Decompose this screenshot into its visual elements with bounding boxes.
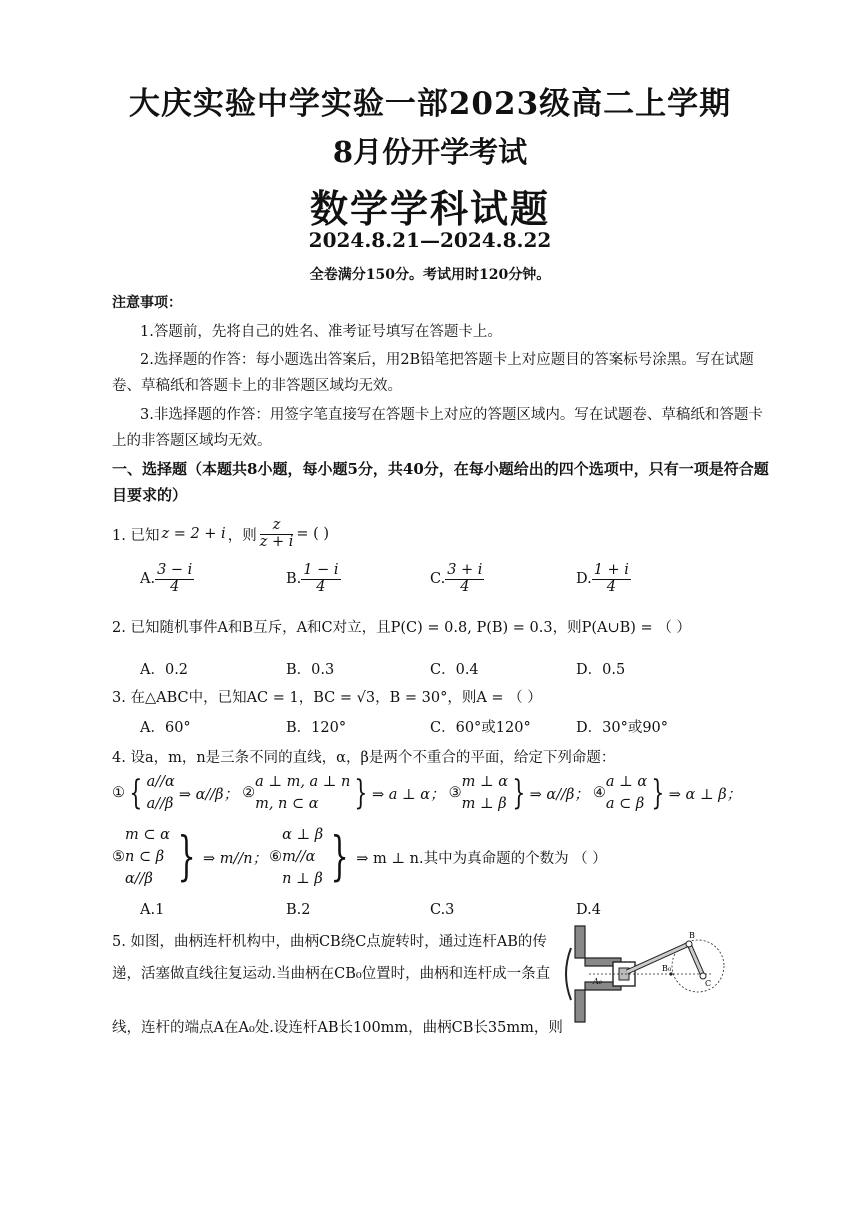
cond3-line1: m ⊥ α [461,774,508,790]
q4-option-c: C.3 [430,902,455,918]
cond1-mark: ① [112,785,125,801]
full-score-note: 全卷满分150分。考试用时120分钟。 [309,267,551,283]
q3-option-c: C．60°或120° [430,720,531,736]
q1-a-den: 4 [170,578,180,595]
question-5-line1: 5. 如图，曲柄连杆机构中，曲柄CB绕C点旋转时，通过连杆AB的传 [112,934,547,950]
q1-fraction [260,518,294,551]
notice-item-3-line1: 3.非选择题的作答：用签字笔直接写在答题卡上对应的答题区域内。写在试题卷、草稿纸和答题卡 [140,407,763,423]
q3-option-a: A．60° [140,720,191,736]
question-3-stem: 3. 在△ABC中，已知AC = 1，BC = √3，B = 30°，则A = （ ） [112,690,542,706]
cond6-result: ⇒ m ⊥ n.其中为真命题的个数为 （ ） [356,850,607,867]
question-5-line2: 递，活塞做直线往复运动.当曲柄在CB₀位置时，曲柄和连杆成一条直 [112,966,551,982]
q2-option-b: B．0.3 [286,662,335,678]
crank-mechanism-diagram [563,918,733,1030]
label-b0: B₀ [662,964,672,973]
cond6-line1: α ⊥ β [282,827,324,843]
q1-option-c-label: C. [430,571,446,587]
q1-expr: z = 2 + i [161,526,226,542]
cond4-mark: ④ [592,785,606,801]
cond4-result: ⇒ α ⊥ β； [668,786,742,803]
cond5-premises [125,824,170,890]
q1-option-a [140,558,194,600]
cond6-right-brace: } [330,827,349,887]
cond1-left-brace: { [129,773,143,813]
q2-option-c: C．0.4 [430,662,479,678]
q1-a-num: 3 − i [157,561,193,578]
joint-b [686,941,692,947]
cond1-line1: a//α [146,774,175,790]
q4-option-a: A.1 [140,902,165,918]
q1-option-a-frac [155,563,194,596]
label-a0: A₀ [593,977,602,986]
section1-heading-line2: 目要求的） [112,486,188,504]
q4-option-b: B.2 [286,902,311,918]
q1-option-a-label: A. [140,571,156,587]
cond4-premises [606,771,647,815]
cond5-result: ⇒ m//n； [203,850,268,867]
notice-item-1: 1.答题前，先将自己的姓名、准考证号填写在答题卡上。 [140,324,502,340]
exam-dates: 2024.8.21—2024.8.22 [308,228,552,252]
question-1-stem [112,512,329,556]
cylinder-head-curve [566,948,571,1000]
q1-d-den: 4 [606,578,616,595]
cond6-line2: m//α [282,849,316,865]
cond5-line1: m ⊂ α [125,827,170,843]
q4-conditions-row1 [112,770,741,816]
q1-b-den: 4 [316,578,326,595]
q1-option-d-frac [592,563,631,596]
q1-option-b [286,558,341,600]
q1-option-c [430,558,484,600]
exam-title-line1: 大庆实验中学实验一部2023级高二上学期 [128,86,732,122]
cond5-mark: ⑤ [112,849,125,865]
cond2-line1: a ⊥ m, a ⊥ n [255,774,351,790]
notice-item-2-line2: 卷、草稿纸和答题卡上的非答题区域均无效。 [112,378,402,394]
q3-option-b: B．120° [286,720,347,736]
cond3-result: ⇒ α//β； [529,786,589,803]
question-2-stem: 2. 已知随机事件A和B互斥，A和C对立，且P(C) = 0.8, P(B) = 0.3，则P(A∪B) = （ ） [112,620,691,636]
label-b: B [689,931,695,940]
q1-option-b-frac [301,563,340,596]
cylinder-lower-wall [575,982,621,1022]
exam-title-line2: 8月份开学考试 [332,135,528,169]
q2-option-a: A．0.2 [140,662,189,678]
q1-b-num: 1 − i [303,561,339,578]
cond4-line2: a ⊂ β [605,796,645,812]
q1-c-num: 3 + i [447,561,483,578]
cond3-line2: m ⊥ β [461,796,507,812]
cond5-right-brace: } [177,827,196,887]
q1-prefix: 1. 已知 [112,527,160,544]
notice-heading: 注意事项： [112,295,182,311]
q1-mid: ，则 [227,527,257,544]
q2-option-d: D．0.5 [576,662,626,678]
cond6-premises [282,824,323,890]
cylinder-upper-wall [575,926,621,966]
q1-frac-num: z [260,518,294,535]
cond4-line1: a ⊥ α [605,774,648,790]
cond1-line2: a//β [146,796,174,812]
q1-option-d [576,558,631,600]
cond2-line2: m, n ⊂ α [255,796,319,812]
question-5-line3: 线，连杆的端点A在A₀处.设连杆AB长100mm，曲柄CB长35mm，则 [112,1020,563,1036]
exam-subject-title: 数学学科试题 [309,186,550,231]
q4-option-d: D.4 [576,902,601,918]
label-c: C [705,979,712,988]
cond2-right-brace: } [354,773,368,813]
notice-item-3-line2: 上的非答题区域均无效。 [112,433,272,449]
cond6-line3: n ⊥ β [282,871,323,887]
q1-c-den: 4 [460,578,470,595]
cond2-result: ⇒ a ⊥ α； [372,786,445,803]
q1-option-b-label: B. [286,571,302,587]
cond5-line2: n ⊂ β [125,849,165,865]
crank-arm [689,944,703,976]
cond2-premises [255,771,350,815]
q1-suffix: = ( ) [296,526,330,542]
cond5-line3: α//β [125,871,153,887]
cond6-mark: ⑥ [269,849,283,865]
cond3-right-brace: } [512,773,526,813]
q1-frac-den: z + i [259,533,294,550]
cond3-premises [462,771,508,815]
q3-option-d: D．30°或90° [576,720,669,736]
notice-item-2-line1: 2.选择题的作答：每小题选出答案后，用2B铅笔把答题卡上对应题目的答案标号涂黑。写在试题 [140,352,754,368]
q4-conditions-row2 [112,822,607,892]
cond3-mark: ③ [448,785,462,801]
connecting-rod [627,944,689,972]
cond2-mark: ② [242,785,256,801]
question-4-stem: 4. 设a，m，n是三条不同的直线，α，β是两个不重合的平面，给定下列命题： [112,750,616,766]
cond1-result: ⇒ α//β； [178,786,239,803]
cond1-premises [147,771,175,815]
section1-heading-line1: 一、选择题（本题共8小题，每小题5分，共40分，在每小题给出的四个选项中，只有一项是符合题 [112,460,769,478]
q1-option-d-label: D. [576,571,592,587]
q1-d-num: 1 + i [593,561,629,578]
q1-option-c-frac [445,563,484,596]
cond4-right-brace: } [651,773,665,813]
